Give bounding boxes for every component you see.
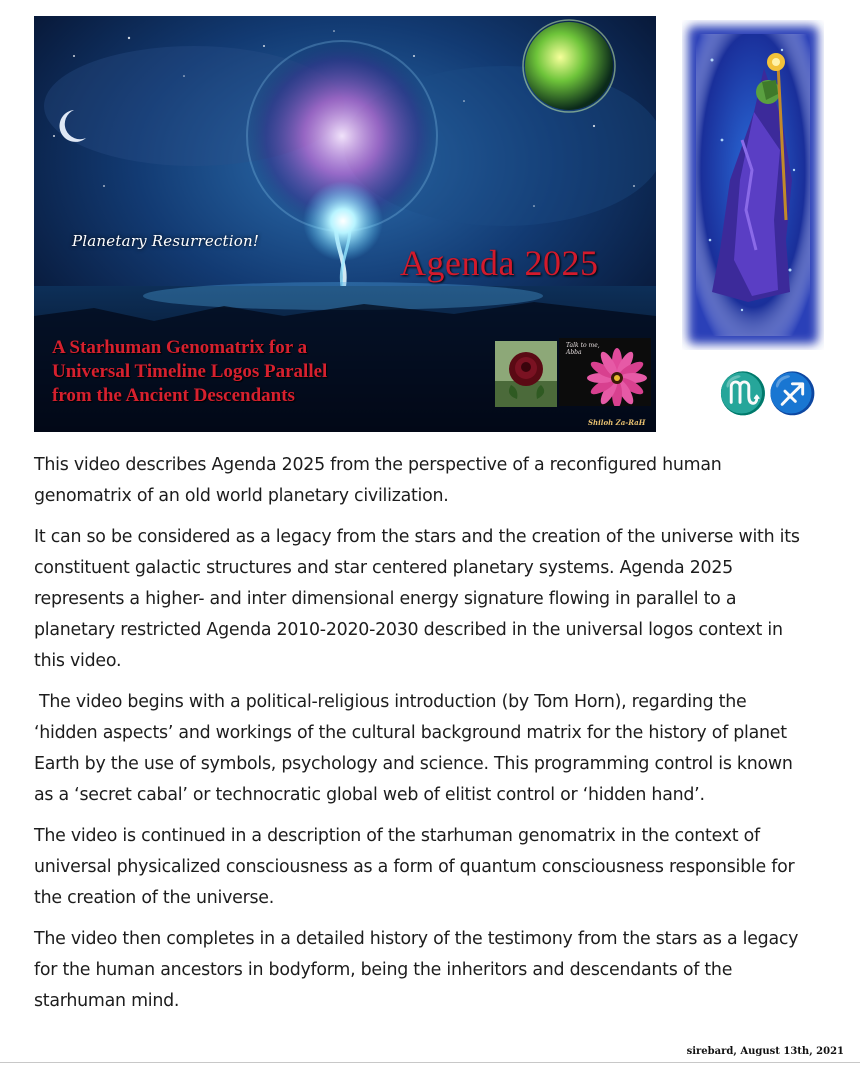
flower-caption: Talk to me, Abba bbox=[566, 342, 600, 356]
red-rose-image bbox=[495, 341, 557, 407]
rose-icon bbox=[495, 341, 557, 407]
bottom-divider bbox=[0, 1062, 860, 1063]
paragraph: It can so be considered as a legacy from the stars and the creation of the universe with its constituent galactic structures and star centered planetary systems. Agenda 2025 represents a higher- and inter dimensional energy signature flowing in parallel to a planetary restricted Agenda 2010-2020-2030 described in the universal logos context in this video. bbox=[34, 527, 800, 671]
signature: sirebard, August 13th, 2021 bbox=[686, 1046, 844, 1057]
cosmic-wizard-image bbox=[682, 20, 824, 350]
paragraph: This video describes Agenda 2025 from the perspective of a reconfigured human genomatrix of an old world planetary civilization. bbox=[34, 455, 722, 506]
banner-subtitle-line: Universal Timeline Logos Parallel bbox=[52, 361, 328, 382]
pink-daisy-image bbox=[559, 338, 651, 406]
banner-subtitle-line: from the Ancient Descendants bbox=[52, 385, 295, 406]
article-body bbox=[34, 450, 814, 1027]
artist-credit: Shiloh Za-RaH bbox=[588, 418, 646, 427]
banner-subtitle-line: A Starhuman Genomatrix for a bbox=[52, 337, 308, 358]
banner-subtitle bbox=[52, 336, 452, 408]
zodiac-scorpio-sagittarius-icon: ♏♐ bbox=[718, 370, 818, 417]
paragraph: The video begins with a political-religious introduction (by Tom Horn), regarding the ‘hidden aspects’ and workings of the cultural background matrix for the history of planet Earth by the use of symbols, psychology and science. This programming control is known as a ‘secret cabal’ or technocratic global web of elitist control or ‘hidden hand’. bbox=[34, 692, 793, 805]
agenda-banner-image bbox=[34, 16, 656, 432]
wizard-icon bbox=[682, 20, 824, 350]
paragraph: The video is continued in a description of the starhuman genomatrix in the context of universal physicalized consciousness as a form of quantum consciousness responsible for the creation of the universe. bbox=[34, 826, 795, 908]
banner-tagline: Planetary Resurrection! bbox=[72, 232, 260, 250]
paragraph: The video then completes in a detailed history of the testimony from the stars as a legacy for the human ancestors in bodyform, being the inheritors and descendants of the starhuman mind. bbox=[34, 929, 799, 1011]
banner-title: Agenda 2025 bbox=[400, 243, 599, 283]
